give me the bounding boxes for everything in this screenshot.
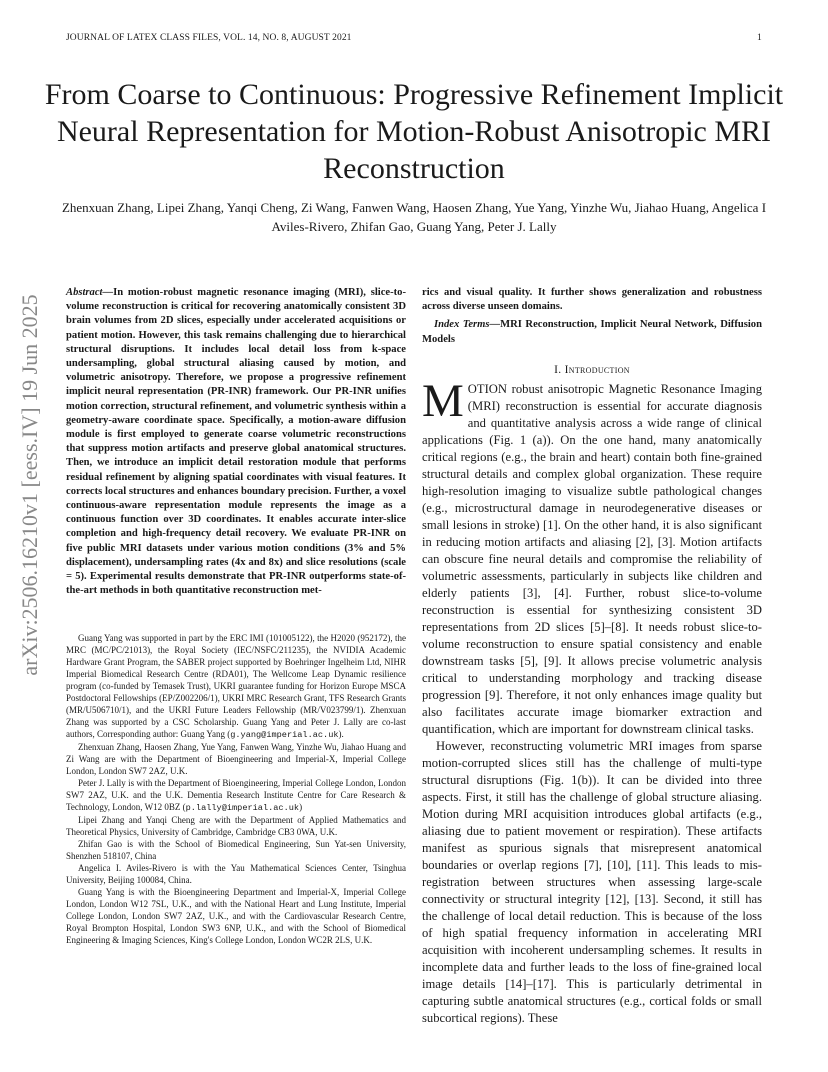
abstract xyxy=(66,286,406,598)
intro-paragraph-1: MOTION robust anisotropic Magnetic Resonance Imaging (MRI) reconstruction is essential for accurate diagnosis and quantitative analysis across a wide range of clinical applications (Fig. 1 (a)). On the one hand, many anatomically critical regions (e.g., the brain and heart) contain both fine-grained structural details and complex global organization. These require high-resolution imaging to visualize subtle pathological changes (e.g., microstructural damage in neurodegenerative diseases or small lesions in stroke) [1]. On the other hand, it is also significant in reducing motion artifacts and aliasing [2], [3]. Motion artifacts can obscure fine neural details and compromise the reliability of volumetric assessments, particularly in subjects like children and elderly patients [3], [4]. Further, robust slice-to-volume reconstruction is essential for synthesizing consistent 3D representations from 2D slices [5]–[8]. It needs robust slice-to-volume reconstruction to ensure spatial consistency and enable downstream tasks [5], [9]. It allows precise volumetric analysis critical to understanding morphology and tracking disease progression [9]. Therefore, it not only enhances image quality but also facilitates accurate image biomarker extraction and quantification, which are important for downstream clinical tasks. xyxy=(422,375,762,736)
email-guang-yang[interactable]: g.yang@imperial.ac.uk xyxy=(230,730,339,740)
footnote-affiliation: Guang Yang is with the Bioengineering Department and Imperial-X, Imperial College London, London W12 7SL, U.K., and with the National Heart and Lung Institute, Imperial College London, London SW7 2AZ, U.K., and with the Cardiovascular Research Centre, Royal Brompton Hospital, London SW3 6NP, U.K., and with the School of Biomedical Engineering & Imaging Sciences, King's College London, London WC2R 2LS, U.K. xyxy=(66,887,406,945)
footnote-affiliation: Zhifan Gao is with the School of Biomedical Engineering, Sun Yat-sen University, Shenzhen 518107, China xyxy=(66,839,406,861)
drop-cap: M xyxy=(422,375,464,427)
section-title: Introduction xyxy=(564,364,630,376)
footnote-affiliation: Zhenxuan Zhang, Haosen Zhang, Yue Yang, Fanwen Wang, Yinzhe Wu, Jiahao Huang and Zi Wang are with the Department of Bioengineering and Imperial-X, Imperial College London, London SW7 2AZ, U.K. xyxy=(66,742,406,776)
arxiv-id-text: arXiv:2506.16210v1 [eess.IV] 19 Jun 2025 xyxy=(17,294,42,676)
index-terms-label: Index Terms— xyxy=(434,319,501,331)
index-terms-text: MRI Reconstruction, Implicit Neural Network, Diffusion Models xyxy=(422,319,762,345)
abstract-text: In motion-robust magnetic resonance imaging (MRI), slice-to-volume reconstruction is critical for recovering anatomically consistent 3D brain volumes from 2D slices, especially under accelerated acquisitions or patient motion. However, this task remains challenging due to hierarchical structural disruptions. It includes local detail loss from k-space undersampling, global structural aliasing caused by motion, and volumetric anisotropy. Therefore, we propose a progressive refinement implicit neural representation (PR-INR) framework. Our PR-INR unifies motion correction, structural refinement, and volumetric synthesis within a geometry-aware coordinate space. Specifically, a motion-aware diffusion module is first employed to generate coarse volumetric reconstructions that suppress motion artifacts and preserve global anatomical structures. Then, we introduce an implicit detail restoration module that performs residual refinement by aligning spatial coordinates with visual features. It corrects local structures and enhances boundary precision. Further, a voxel continuous-aware representation module represents the image as a continuous function over 3D coordinates. It enables accurate inter-slice completion and high-frequency detail recovery. We evaluate PR-INR on five public MRI datasets under various motion conditions (3% and 5% displacement), undersampling rates (4x and 8x) and slice resolutions (scale = 5). Experimental results demonstrate that PR-INR outperforms state-of-the-art methods in both quantitative reconstruction met- xyxy=(66,287,406,597)
author-list: Zhenxuan Zhang, Lipei Zhang, Yanqi Cheng, Zi Wang, Fanwen Wang, Haosen Zhang, Yue Yang, Yinzhe Wu, Jiahao Huang, Angelica I Aviles-Rivero, Zhifan Gao, Guang Yang, Peter J. Lally xyxy=(61,200,767,234)
footnote-affiliation: Angelica I. Aviles-Rivero is with the Yau Mathematical Sciences Center, Tsinghua University, Beijing 100084, China. xyxy=(66,863,406,885)
footnotes xyxy=(66,632,406,946)
intro-paragraph-2: However, reconstructing volumetric MRI images from sparse motion-corrupted slices still has the challenge of multi-type structural disruptions (Fig. 1(b)). It can be divided into three aspects. First, it still has the challenge of global structure aliasing. Motion during MRI acquisition introduces global artifacts (e.g., aliasing due to patient movement or respiration). These artifacts manifest as spurious signals that misrepresent anatomical boundaries or overlap regions [7], [10], [11]. This leads to mis-registration between structures when assessing large-scale connectivity or structural integrity [12], [13]. Second, it still has the challenge of local detail reduction. This is because of the loss of high spatial frequency information in accelerating MRI acquisition with incoherent undersampling schemes. It results in incomplete data and further leads to the loss of fine-grained local image details [14]–[17]. This is particularly detrimental in capturing subtle anatomical structures (e.g., cortical folds or small subcortical regions). These xyxy=(422,739,762,1025)
page-number: 1 xyxy=(757,33,762,43)
section-number: I. xyxy=(554,364,562,376)
email-peter-lally[interactable]: p.lally@imperial.ac.uk xyxy=(185,803,300,813)
abstract-label: Abstract— xyxy=(66,287,114,298)
running-header: JOURNAL OF LATEX CLASS FILES, VOL. 14, NO. 8, AUGUST 2021 xyxy=(66,33,352,43)
introduction-body xyxy=(422,375,762,1027)
abstract-continuation-block xyxy=(422,286,762,347)
section-heading xyxy=(422,364,762,376)
arxiv-identifier xyxy=(10,295,50,675)
footnote-affiliation: Lipei Zhang and Yanqi Cheng are with the Department of Applied Mathematics and Theoretical Physics, University of Cambridge, Cambridge CB3 0WA, U.K. xyxy=(66,815,406,837)
footnote-affiliation: Peter J. Lally is with the Department of Bioengineering, Imperial College London, London SW7 2AZ, U.K. and the U.K. Dementia Research Institute Centre for Care Research & Technology, London, W12 0BZ (p.lally@imperial.ac.uk) xyxy=(66,778,406,813)
paper-title: From Coarse to Continuous: Progressive Refinement Implicit Neural Representation for Motion-Robust Anisotropic MRI Reconstruction xyxy=(44,78,784,185)
index-terms xyxy=(422,318,762,346)
abstract-continuation: rics and visual quality. It further shows generalization and robustness across diverse unseen domains. xyxy=(422,287,762,313)
footnote-funding: Guang Yang was supported in part by the ERC IMI (101005122), the H2020 (952172), the MRC (MC/PC/21013), the Royal Society (IEC/NSFC/211235), the NVIDIA Academic Hardware Grant Program, the SABER project supported by Boehringer Ingelheim Ltd, NIHR Imperial Biomedical Research Centre (RDA01), The Wellcome Leap Dynamic resilience program (co-funded by Temasek Trust), UKRI guarantee funding for Horizon Europe MSCA Postdoctoral Fellowships (EP/Z002206/1), UKRI MRC Research Grant, TFS Research Grants (MR/U506710/1), and the UKRI Future Leaders Fellowship (MR/V023799/1). Zhenxuan Zhang was supported by a CSC Scholarship. Guang Yang and Peter J. Lally are co-last authors, Corresponding author: Guang Yang (g.yang@imperial.ac.uk). xyxy=(66,633,406,740)
